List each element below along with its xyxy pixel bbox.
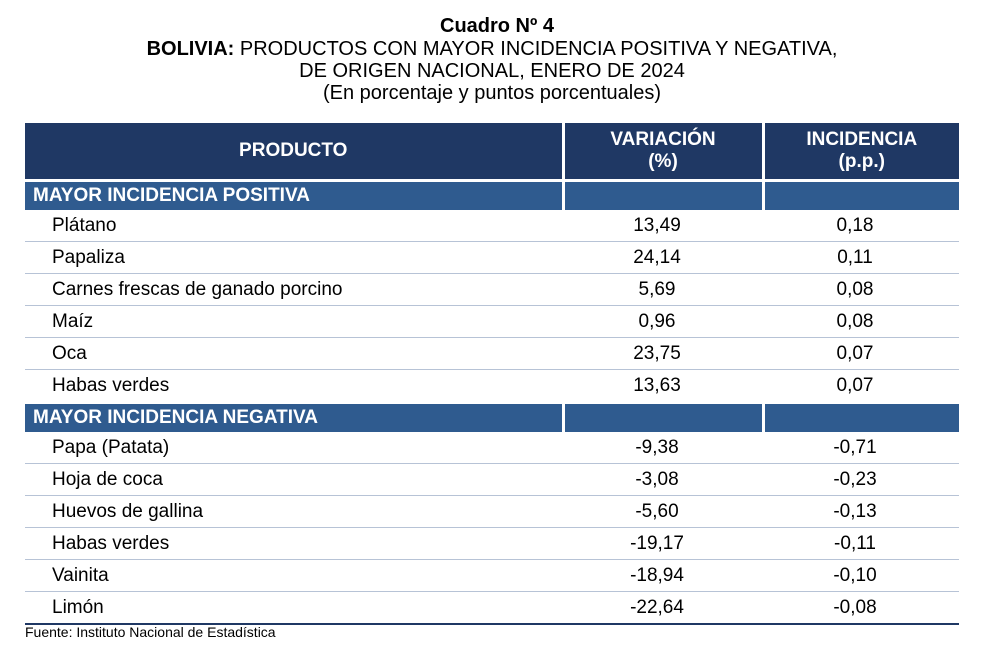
header-incidencia-unit: (p.p.) [838,151,885,172]
cell-variacion: -22,64 [563,592,763,625]
table-row [25,528,959,560]
cell-variacion: 23,75 [563,338,763,370]
cell-incidencia: -0,11 [763,528,959,560]
section-empty-cell [563,181,763,211]
cell-producto: Habas verdes [25,370,563,403]
table-title-line1 [0,38,984,60]
cell-producto: Habas verdes [25,528,563,560]
cell-producto: Limón [25,592,563,625]
country-label: BOLIVIA: [146,38,235,60]
table-row [25,210,959,242]
cell-producto: Oca [25,338,563,370]
cell-variacion: -9,38 [563,432,763,464]
header-variacion-label: VARIACIÓN [610,129,716,150]
table-number: Cuadro Nº 4 [440,15,554,37]
section-header-negative [25,403,959,433]
cell-variacion: 13,63 [563,370,763,403]
cell-variacion: 24,14 [563,242,763,274]
cell-variacion: -3,08 [563,464,763,496]
cell-incidencia: -0,10 [763,560,959,592]
cell-producto: Papaliza [25,242,563,274]
title-text: PRODUCTOS CON MAYOR INCIDENCIA POSITIVA Y NEGATIVA, [234,38,838,60]
table-units: (En porcentaje y puntos porcentuales) [323,82,661,104]
table-row [25,306,959,338]
table-row [25,560,959,592]
source-note: Fuente: Instituto Nacional de Estadística [25,624,276,640]
header-incidencia-label: INCIDENCIA [806,129,918,150]
cell-incidencia: 0,08 [763,274,959,306]
section-empty-cell [763,403,959,433]
section-empty-cell [763,181,959,211]
header-incidencia [763,123,959,181]
header-variacion [563,123,763,181]
table-row [25,370,959,403]
table-row [25,242,959,274]
table-row [25,592,959,625]
cell-incidencia: -0,71 [763,432,959,464]
cell-variacion: -5,60 [563,496,763,528]
incidence-table [25,123,959,625]
table-row [25,274,959,306]
cell-incidencia: 0,07 [763,338,959,370]
table-row [25,432,959,464]
cell-producto: Hoja de coca [25,464,563,496]
header-variacion-unit: (%) [648,151,678,172]
cell-incidencia: 0,11 [763,242,959,274]
cell-variacion: 13,49 [563,210,763,242]
table-title-block [0,14,984,104]
cell-producto: Maíz [25,306,563,338]
cell-incidencia: 0,18 [763,210,959,242]
cell-variacion: -18,94 [563,560,763,592]
cell-variacion: 0,96 [563,306,763,338]
section-header-positive [25,181,959,211]
cell-producto: Plátano [25,210,563,242]
cell-incidencia: -0,08 [763,592,959,625]
cell-variacion: -19,17 [563,528,763,560]
header-producto: PRODUCTO [25,123,563,181]
cell-incidencia: 0,07 [763,370,959,403]
table-row [25,496,959,528]
header-row [25,123,959,181]
cell-producto: Papa (Patata) [25,432,563,464]
table-row [25,338,959,370]
section-label: MAYOR INCIDENCIA NEGATIVA [25,403,563,433]
cell-producto: Huevos de gallina [25,496,563,528]
cell-producto: Carnes frescas de ganado porcino [25,274,563,306]
cell-incidencia: -0,23 [763,464,959,496]
table-row [25,464,959,496]
section-empty-cell [563,403,763,433]
cell-producto: Vainita [25,560,563,592]
cell-incidencia: -0,13 [763,496,959,528]
table-title-line2: DE ORIGEN NACIONAL, ENERO DE 2024 [299,60,685,82]
cell-variacion: 5,69 [563,274,763,306]
cell-incidencia: 0,08 [763,306,959,338]
section-label: MAYOR INCIDENCIA POSITIVA [25,181,563,211]
